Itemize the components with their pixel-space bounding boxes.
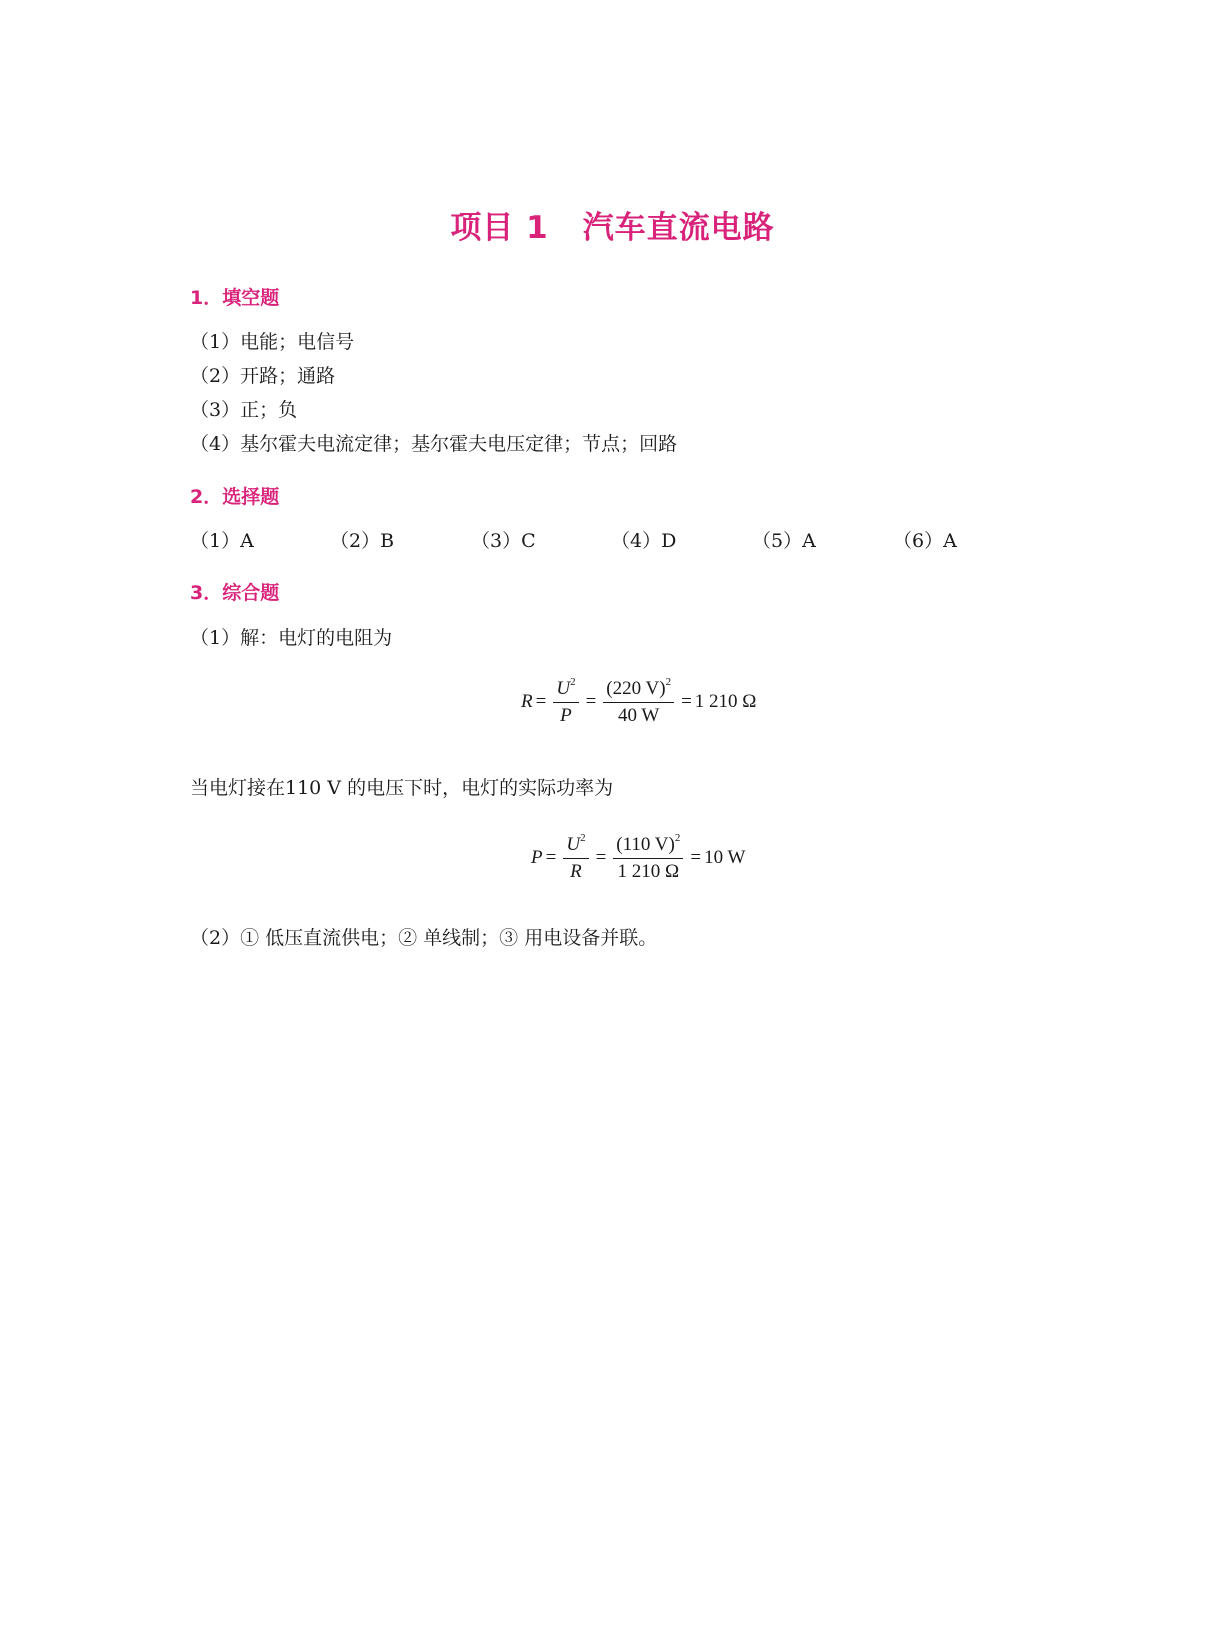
resistance-result: 1 210 Ω bbox=[694, 690, 757, 712]
choice-answer-3: （3）C bbox=[471, 530, 536, 552]
q1-intro: （1）解：电灯的电阻为 bbox=[190, 627, 393, 649]
project-name: 汽车直流电路 bbox=[582, 210, 775, 246]
fill-answer-3: （3）正；负 bbox=[190, 399, 298, 421]
choice-answer-6: （6）A bbox=[893, 530, 957, 552]
choice-answer-4: （4）D bbox=[611, 530, 677, 552]
q2-answer: （2）① 低压直流供电；② 单线制；③ 用电设备并联。 bbox=[190, 927, 658, 949]
q1-mid-text: 当电灯接在110 V 的电压下时，电灯的实际功率为 bbox=[190, 777, 614, 799]
equation-power: P = $\frac{U^2}{R}$ = $\frac{(110 V)^2}{1 210 \Omega}$ = 10 W bbox=[531, 832, 746, 882]
fill-answer-4: （4）基尔霍夫电流定律；基尔霍夫电压定律；节点；回路 bbox=[190, 433, 678, 455]
fill-answer-2: （2）开路；通路 bbox=[190, 365, 336, 387]
choice-answer-5: （5）A bbox=[752, 530, 816, 552]
choice-answer-1: （1）A bbox=[190, 530, 254, 552]
fill-answer-1: （1）电能；电信号 bbox=[190, 331, 355, 353]
choice-answer-2: （2）B bbox=[330, 530, 395, 552]
power-result: 10 W bbox=[704, 846, 746, 868]
section-heading-fill: 1．填空题 bbox=[190, 287, 280, 309]
page-title bbox=[0, 202, 1225, 247]
section-heading-comprehensive: 3．综合题 bbox=[190, 582, 280, 604]
equation-resistance: R = $\frac{U^2}{P}$ = $\frac{(220 V)^2}{40 W}$ = 1 210 Ω bbox=[521, 676, 757, 726]
section-heading-choice: 2．选择题 bbox=[190, 486, 280, 508]
project-number: 项目 1 bbox=[450, 210, 549, 246]
